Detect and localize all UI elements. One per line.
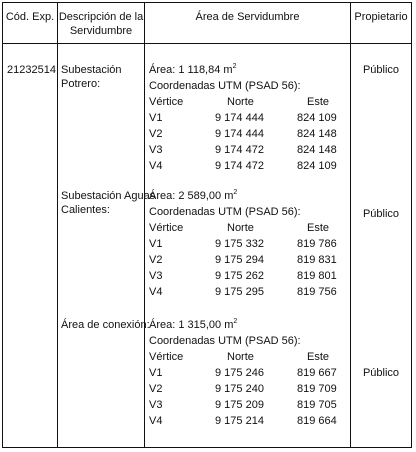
- vertex-label: V4: [149, 160, 163, 172]
- col-norte: Norte: [227, 351, 254, 363]
- vertex-este: 824 109: [297, 112, 337, 124]
- vertex-este: 819 664: [297, 415, 337, 427]
- col-este: Este: [307, 351, 330, 363]
- col-vertice: Vértice: [149, 222, 184, 234]
- vertex-norte: 9 175 240: [215, 383, 264, 395]
- coords-title: Coordenadas UTM (PSAD 56):: [149, 80, 301, 92]
- vertex-norte: 9 174 472: [215, 160, 264, 172]
- vertex-norte: 9 174 472: [215, 144, 264, 156]
- vertex-norte: 9 175 209: [215, 399, 264, 411]
- vertex-norte: 9 175 214: [215, 415, 264, 427]
- owner: Público: [362, 367, 400, 379]
- section-desc: Subestación: [61, 64, 122, 76]
- section-area: Área: 1 315,00 $m^2$: [149, 318, 238, 331]
- header-descripcion: Descripción de la: [58, 11, 144, 23]
- expedient-code: 21232514: [7, 64, 56, 76]
- vertex-label: V3: [149, 270, 163, 282]
- vertex-label: V4: [149, 286, 163, 298]
- coords-title: Coordenadas UTM (PSAD 56):: [149, 335, 301, 347]
- col-vertice: Vértice: [149, 351, 184, 363]
- col-vertice: Vértice: [149, 96, 184, 108]
- section-desc-2: Calientes:: [61, 204, 110, 216]
- col-norte: Norte: [227, 96, 254, 108]
- section-desc: Área de conexión:: [61, 319, 150, 331]
- vertex-label: V3: [149, 144, 163, 156]
- vertex-label: V1: [149, 238, 163, 250]
- servidumbre-table: [2, 2, 412, 448]
- coords-title: Coordenadas UTM (PSAD 56):: [149, 206, 301, 218]
- section-desc: Subestación Aguas: [61, 190, 156, 202]
- vertex-norte: 9 174 444: [215, 128, 264, 140]
- vertex-este: 819 705: [297, 399, 337, 411]
- vertex-este: 819 786: [297, 238, 337, 250]
- header-area-servidumbre: Área de Servidumbre: [195, 11, 300, 23]
- vertex-norte: 9 174 444: [215, 112, 264, 124]
- vertex-norte: 9 175 246: [215, 367, 264, 379]
- vertex-este: 819 831: [297, 254, 337, 266]
- vertex-este: 819 667: [297, 367, 337, 379]
- vertex-este: 824 109: [297, 160, 337, 172]
- vertex-norte: 9 175 262: [215, 270, 264, 282]
- vertex-este: 824 148: [297, 128, 337, 140]
- column-divider: [144, 3, 145, 447]
- header-propietario: Propietario: [354, 11, 408, 23]
- vertex-norte: 9 175 294: [215, 254, 264, 266]
- section-area: Área: 2 589,00 $m^2$: [149, 189, 238, 202]
- vertex-label: V1: [149, 112, 163, 124]
- section-desc-2: Potrero:: [61, 78, 101, 90]
- vertex-label: V2: [149, 254, 163, 266]
- vertex-este: 824 148: [297, 144, 337, 156]
- vertex-label: V3: [149, 399, 163, 411]
- header-descripcion-2: Servidumbre: [69, 25, 133, 37]
- col-norte: Norte: [227, 222, 254, 234]
- owner: Público: [362, 208, 400, 220]
- vertex-label: V1: [149, 367, 163, 379]
- vertex-label: V2: [149, 383, 163, 395]
- vertex-label: V2: [149, 128, 163, 140]
- col-este: Este: [307, 96, 330, 108]
- vertex-norte: 9 175 295: [215, 286, 264, 298]
- vertex-este: 819 801: [297, 270, 337, 282]
- header-cod-exp: Cód. Exp.: [5, 11, 55, 23]
- vertex-norte: 9 175 332: [215, 238, 264, 250]
- section-area: Área: 1 118,84 $m^2$: [149, 63, 237, 76]
- vertex-este: 819 709: [297, 383, 337, 395]
- column-divider: [57, 3, 58, 447]
- col-este: Este: [307, 222, 330, 234]
- vertex-este: 819 756: [297, 286, 337, 298]
- vertex-label: V4: [149, 415, 163, 427]
- owner: Público: [362, 64, 400, 76]
